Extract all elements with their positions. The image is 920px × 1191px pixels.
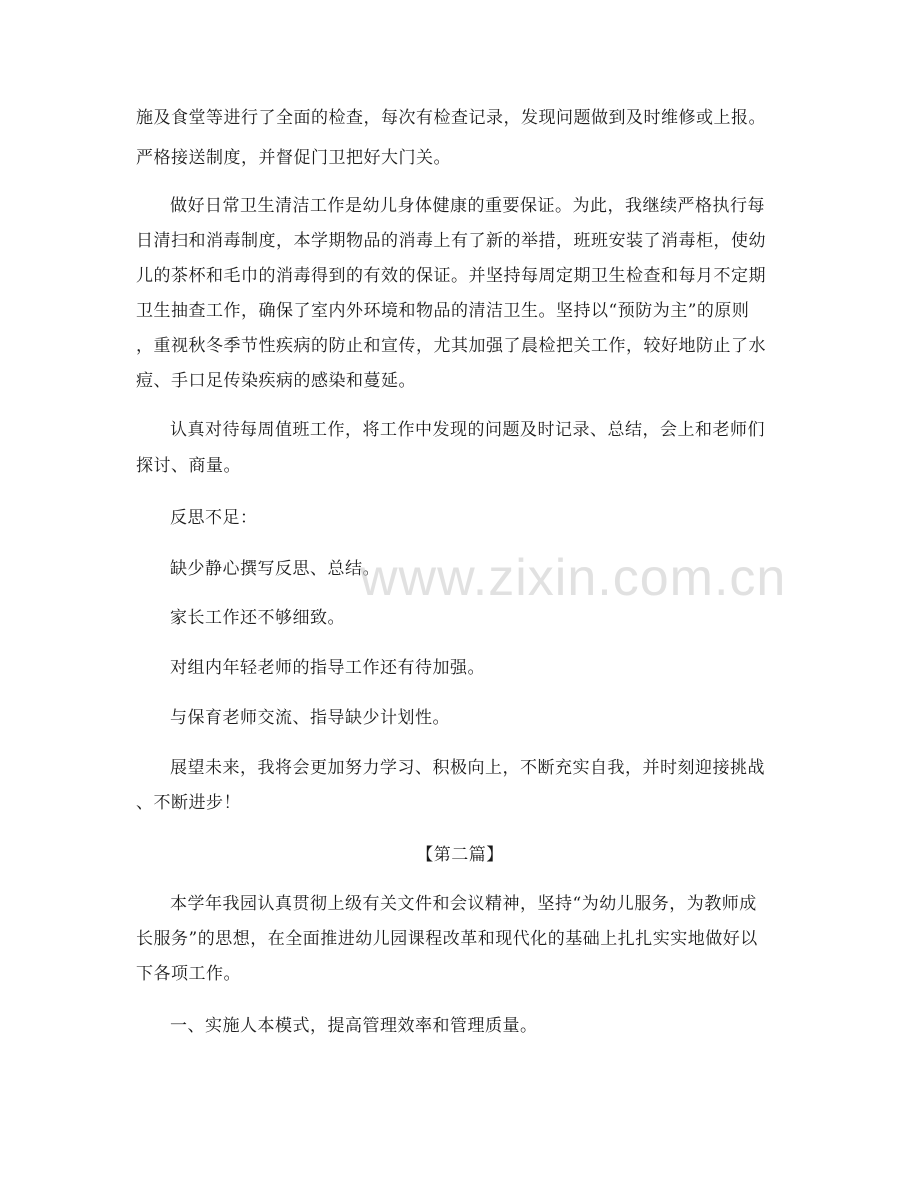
text-line: ，重视秋冬季节性疾病的防止和宣传，尤其加强了晨检把关工作，较好地防止了水 xyxy=(136,336,766,356)
text-line: 痘、手口足传染疾病的感染和蔓延。 xyxy=(136,371,416,391)
paragraph-line: 本学年我园认真贯彻上级有关文件和会议精神，坚持“为幼儿服务，为教师成 xyxy=(170,894,757,914)
text-line: 、不断进步！ xyxy=(136,793,241,813)
text-line: 严格接送制度，并督促门卫把好大门关。 xyxy=(136,148,451,168)
watermark: www.zixin.com.cn xyxy=(360,549,787,607)
text-line: 儿的茶杯和毛巾的消毒得到的有效的保证。并坚持每周定期卫生检查和每月不定期 xyxy=(136,266,766,286)
paragraph-line: 做好日常卫生清洁工作是幼儿身体健康的重要保证。为此，我继续严格执行每 xyxy=(170,196,765,216)
text-line: 下各项工作。 xyxy=(136,964,241,984)
paragraph-line: 展望未来，我将会更加努力学习、积极向上，不断充实自我，并时刻迎接挑战 xyxy=(170,758,765,778)
list-item: 缺少静心撰写反思、总结。 xyxy=(170,559,380,579)
list-item: 家长工作还不够细致。 xyxy=(170,608,345,628)
text-line: 卫生抽查工作，确保了室内外环境和物品的清洁卫生。坚持以“预防为主”的原则 xyxy=(136,301,750,321)
text-line: 长服务”的思想，在全面推进幼儿园课程改革和现代化的基础上扎扎实实地做好以 xyxy=(136,929,758,949)
heading-reflection: 反思不足： xyxy=(170,508,258,528)
text-line: 日清扫和消毒制度，本学期物品的消毒上有了新的举措，班班安装了消毒柜，使幼 xyxy=(136,231,766,251)
list-item: 对组内年轻老师的指导工作还有待加强。 xyxy=(170,658,485,678)
text-line: 施及食堂等进行了全面的检查，每次有检查记录，发现问题做到及时维修或上报。 xyxy=(136,108,766,128)
section-heading: 一、实施人本模式，提高管理效率和管理质量。 xyxy=(170,1016,538,1036)
list-item: 与保育老师交流、指导缺少计划性。 xyxy=(170,708,450,728)
section-title: 【第二篇】 xyxy=(416,845,504,865)
text-line: 探讨、商量。 xyxy=(136,456,241,476)
paragraph-line: 认真对待每周值班工作，将工作中发现的问题及时记录、总结，会上和老师们 xyxy=(170,420,765,440)
